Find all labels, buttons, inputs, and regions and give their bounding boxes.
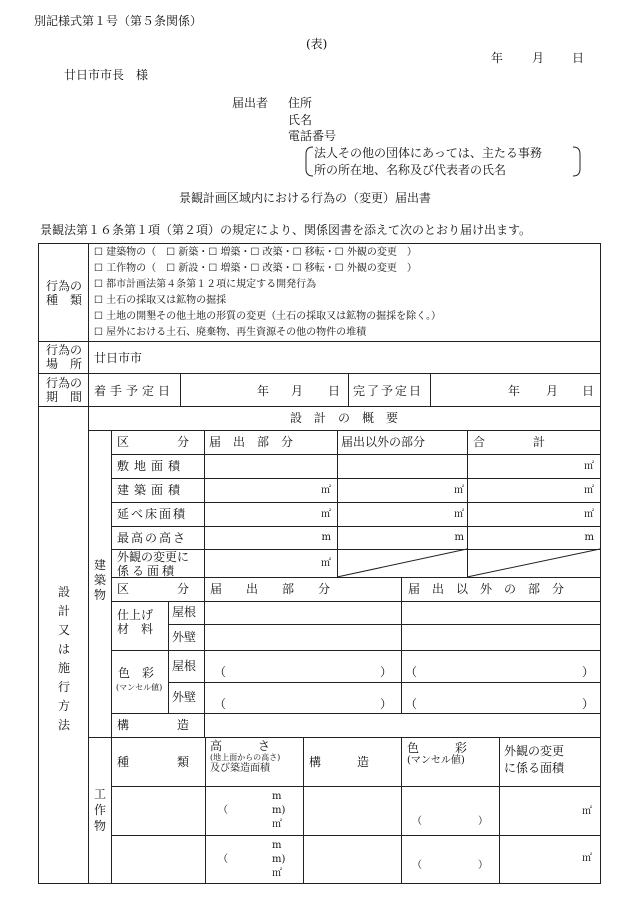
act-type-item-land-change[interactable]: ☐ 土地の開墾その他土地の形質の変更（土石の採取又は鉱物の掘採を除く。） — [94, 311, 441, 322]
act-type-item-building[interactable]: ☐ 建築物の（ ☐ 新築・☐ 増築・☐ 改築・☐ 移転・☐ 外観の変更 ） — [94, 247, 417, 258]
site-area-total-unit[interactable]: ㎡ — [584, 461, 594, 472]
row-building-area-label: 建築面積 — [117, 483, 186, 497]
addressee: 廿日市市長 様 — [64, 68, 149, 82]
k2-height-unit[interactable]: m — [272, 840, 282, 851]
end-month[interactable]: 月 — [546, 384, 559, 398]
document-title: 景観計画区域内における行為の（変更）届出書 — [179, 191, 432, 205]
start-day[interactable]: 日 — [328, 384, 341, 398]
color-roof-todoke-open: （ — [214, 665, 227, 679]
color-roof-other-open: （ — [405, 665, 418, 679]
finish-wall-label: 外壁 — [172, 630, 197, 644]
name-label[interactable]: 氏名 — [288, 113, 313, 127]
color-wall-other-close: ） — [582, 697, 595, 711]
col-todoke: 届 出 部 分 — [209, 435, 294, 449]
place-label: 行為の 場 所 — [45, 343, 82, 371]
end-year[interactable]: 年 — [508, 384, 521, 398]
row-max-height-label: 最高の高さ — [117, 531, 188, 545]
design-overview-heading: 設 計 の 概 要 — [289, 411, 398, 425]
period-label: 行為の 期 間 — [45, 376, 82, 404]
k-col-type: 種 類 — [117, 755, 190, 769]
floor-area-total-unit[interactable]: ㎡ — [584, 509, 594, 520]
col-kubun-2: 区 分 — [117, 582, 190, 596]
k1-area-unit[interactable]: ㎡ — [272, 819, 282, 830]
munsell-label: (マンセル値) — [116, 683, 163, 692]
row-ext-change-label: 外観の変更に 係る面積 — [117, 550, 190, 578]
corp-note-line1: 法人その他の団体にあっては、主たる事務 — [314, 146, 542, 160]
k-col-height: 高 さ (地上面からの高さ) 及び築造面積 — [210, 739, 281, 774]
kousaku-label: 工 作 物 — [93, 787, 106, 833]
floor-area-todoke-unit[interactable]: ㎡ — [321, 509, 331, 520]
k1-color-open: （ — [412, 816, 422, 827]
k2-ext-unit[interactable]: ㎡ — [582, 853, 592, 864]
floor-area-other-unit[interactable]: ㎡ — [454, 509, 464, 520]
act-type-list — [94, 247, 441, 343]
design-method-label: 設 計 又 は 施 行 方 法 — [57, 585, 70, 732]
end-date-label: 完了予定日 — [353, 384, 424, 398]
building-label: 建 築 物 — [93, 558, 106, 602]
start-date-label: 着手予定日 — [94, 384, 175, 398]
intro-text: 景観法第１６条第１項（第２項）の規定により、関係図書を添えて次のとおり届け出ます。 — [40, 223, 532, 237]
building-area-other-unit[interactable]: ㎡ — [454, 485, 464, 496]
place-value[interactable]: 廿日市市 — [94, 351, 143, 365]
k-col-ext: 外観の変更 に係る面積 — [504, 744, 565, 775]
color-label: 色 彩 — [118, 666, 155, 680]
bracket-right — [573, 147, 580, 176]
k-col-color: 色 彩 (マンセル値) — [407, 741, 468, 766]
col-other-2: 届 出 以 外 の 部 分 — [408, 582, 565, 596]
bracket-left — [306, 147, 313, 176]
start-month[interactable]: 月 — [291, 384, 304, 398]
k1-height-paren-open: （ — [218, 805, 228, 816]
k1-color-close: ） — [478, 816, 488, 827]
row-site-area-label: 敷地面積 — [117, 459, 186, 473]
max-height-todoke-unit[interactable]: m — [321, 532, 331, 543]
k-col-struct: 構 造 — [309, 755, 370, 769]
k2-color-open: （ — [412, 860, 422, 871]
sheet-side: (表) — [306, 37, 328, 51]
finish-material-label: 仕上げ 材 料 — [117, 608, 154, 636]
ext-change-todoke-unit[interactable]: ㎡ — [321, 558, 331, 569]
k1-height-unit[interactable]: m — [272, 791, 282, 802]
color-roof-label: 屋根 — [172, 659, 197, 673]
color-roof-other-close: ） — [582, 665, 595, 679]
date-day[interactable]: 日 — [572, 51, 585, 65]
corp-note-line2: 所の所在地、名称及び代表者の氏名 — [314, 163, 507, 177]
max-height-total-unit[interactable]: m — [584, 532, 594, 543]
act-type-item-quarrying[interactable]: ☐ 土石の採取又は鉱物の掘採 — [94, 295, 227, 306]
act-type-item-structure[interactable]: ☐ 工作物の（ ☐ 新設・☐ 増築・☐ 改築・☐ 移転・☐ 外観の変更 ） — [94, 263, 417, 274]
act-type-item-development[interactable]: ☐ 都市計画法第４条第１２項に規定する開発行為 — [94, 279, 317, 290]
k2-height-paren-unit[interactable]: m) — [272, 854, 286, 865]
k2-color-close: ） — [478, 860, 488, 871]
start-year[interactable]: 年 — [257, 384, 270, 398]
color-wall-label: 外壁 — [172, 690, 197, 704]
col-kubun: 区 分 — [117, 435, 190, 449]
max-height-other-unit[interactable]: m — [454, 532, 464, 543]
act-type-item-deposit[interactable]: ☐ 屋外における土石、廃棄物、再生資源その他の物件の堆積 — [94, 327, 367, 338]
applicant-label: 届出者 — [232, 96, 269, 110]
date-year[interactable]: 年 — [491, 51, 504, 65]
address-label[interactable]: 住所 — [288, 96, 313, 110]
building-area-total-unit[interactable]: ㎡ — [584, 485, 594, 496]
phone-label[interactable]: 電話番号 — [288, 129, 337, 143]
k2-area-unit[interactable]: ㎡ — [272, 868, 282, 879]
col-todoke-2: 届 出 部 分 — [210, 582, 331, 596]
k2-height-paren-open: （ — [218, 854, 228, 865]
color-wall-other-open: （ — [405, 697, 418, 711]
end-day[interactable]: 日 — [582, 384, 595, 398]
act-type-label: 行為の 種 類 — [45, 279, 82, 307]
col-other: 届出以外の部分 — [341, 435, 426, 449]
structure-label: 構 造 — [117, 718, 190, 732]
k1-ext-unit[interactable]: ㎡ — [582, 806, 592, 817]
finish-roof-label: 屋根 — [172, 605, 197, 619]
color-roof-todoke-close: ） — [380, 665, 393, 679]
row-floor-area-label: 延べ床面積 — [117, 507, 188, 521]
building-area-todoke-unit[interactable]: ㎡ — [321, 485, 331, 496]
form-number: 別記様式第１号（第５条関係） — [34, 14, 203, 28]
date-month[interactable]: 月 — [532, 51, 545, 65]
color-wall-todoke-close: ） — [380, 697, 393, 711]
col-total: 合 計 — [473, 435, 546, 449]
k1-height-paren-unit[interactable]: m) — [272, 805, 286, 816]
color-wall-todoke-open: （ — [214, 697, 227, 711]
